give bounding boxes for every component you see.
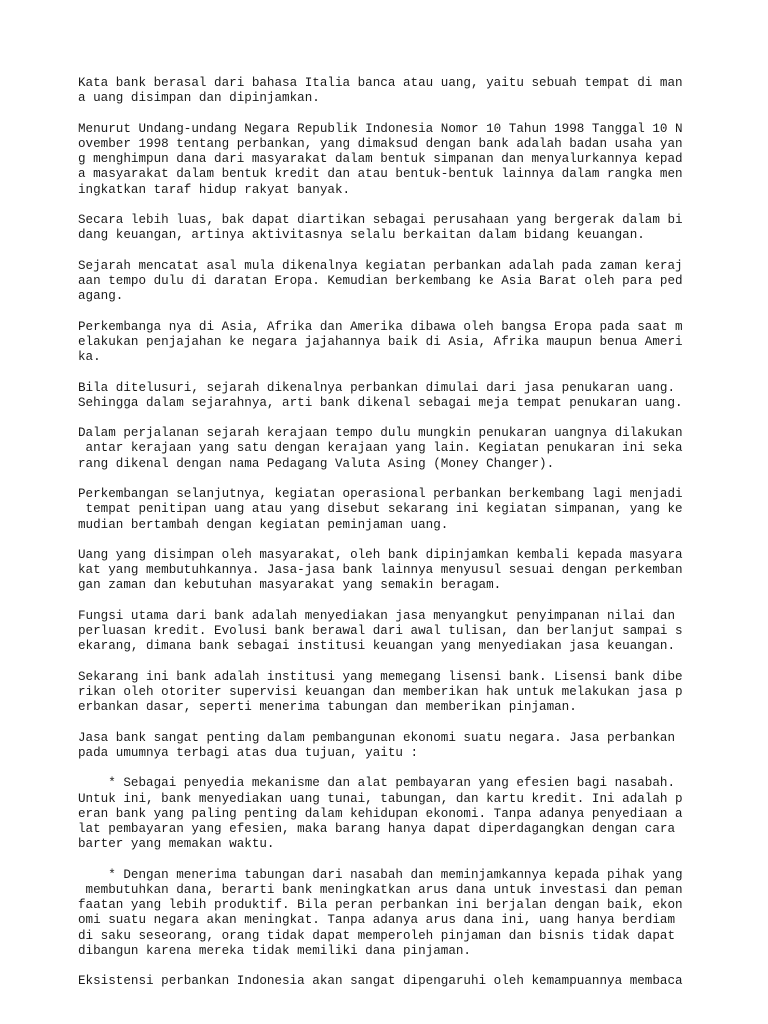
text-line: dibangun karena mereka tidak memiliki dana pinjaman. (78, 943, 471, 958)
paragraph (78, 974, 698, 989)
text-line: ka. (78, 350, 101, 365)
text-line: kat yang membutuhkannya. Jasa-jasa bank lainnya menyusul sesuai dengan perkemban (78, 563, 683, 578)
text-line: antar kerajaan yang satu dengan kerajaan yang lain. Kegiatan penukaran ini seka (78, 441, 683, 456)
text-line: Kata bank berasal dari bahasa Italia banca atau uang, yaitu sebuah tempat di man (78, 76, 683, 90)
text-line: Dalam perjalanan sejarah kerajaan tempo dulu mungkin penukaran uangnya dilakukan (78, 426, 683, 441)
paragraph (78, 76, 698, 106)
paragraph (78, 426, 698, 472)
paragraph (78, 122, 698, 198)
paragraph (78, 259, 698, 305)
text-line: a uang disimpan dan dipinjamkan. (78, 91, 320, 106)
text-line: * Dengan menerima tabungan dari nasabah dan meminjamkannya kepada pihak yang (78, 867, 683, 882)
text-line: lat pembayaran yang efesien, maka barang hanya dapat diperdagangkan dengan cara (78, 822, 676, 837)
text-line: Secara lebih luas, bak dapat diartikan sebagai perusahaan yang bergerak dalam bi (78, 213, 683, 228)
text-line: rikan oleh otoriter supervisi keuangan dan memberikan hak untuk melakukan jasa p (78, 685, 683, 700)
text-line: ovember 1998 tentang perbankan, yang dimaksud dengan bank adalah badan usaha yan (78, 136, 683, 151)
text-line: eran bank yang paling penting dalam kehidupan ekonomi. Tanpa adanya penyediaan a (78, 806, 683, 821)
text-line: erbankan dasar, seperti menerima tabungan dan memberikan pinjaman. (78, 700, 577, 715)
paragraph (78, 670, 698, 716)
paragraph (78, 548, 698, 594)
text-line: Menurut Undang-undang Negara Republik Indonesia Nomor 10 Tahun 1998 Tanggal 10 N (78, 121, 683, 136)
text-line: Eksistensi perbankan Indonesia akan sangat dipengaruhi oleh kemampuannya membaca (78, 974, 683, 989)
text-line: Jasa bank sangat penting dalam pembangunan ekonomi suatu negara. Jasa perbankan (78, 730, 676, 745)
text-line: ekarang, dimana bank sebagai institusi keuangan yang menyediakan jasa keuangan. (78, 639, 676, 654)
text-line: mudian bertambah dengan kegiatan peminjaman uang. (78, 517, 449, 532)
text-line: gan zaman dan kebutuhan masyarakat yang semakin beragam. (78, 578, 502, 593)
text-line: * Sebagai penyedia mekanisme dan alat pembayaran yang efesien bagi nasabah. (78, 776, 676, 791)
text-line: barter yang memakan waktu. (78, 837, 275, 852)
text-line: Fungsi utama dari bank adalah menyediakan jasa menyangkut penyimpanan nilai dan (78, 608, 676, 623)
text-line: elakukan penjajahan ke negara jajahannya baik di Asia, Afrika maupun benua Ameri (78, 334, 683, 349)
paragraph (78, 381, 698, 411)
text-line: rang dikenal dengan nama Pedagang Valuta Asing (Money Changer). (78, 456, 555, 471)
text-line: g menghimpun dana dari masyarakat dalam bentuk simpanan dan menyalurkannya kepad (78, 152, 683, 167)
text-line: Perkembanga nya di Asia, Afrika dan Amerika dibawa oleh bangsa Eropa pada saat m (78, 319, 683, 334)
text-line: faatan yang lebih produktif. Bila peran perbankan ini berjalan dengan baik, ekon (78, 898, 683, 913)
paragraph (78, 213, 698, 243)
text-line: Untuk ini, bank menyediakan uang tunai, tabungan, dan kartu kredit. Ini adalah p (78, 791, 683, 806)
paragraph (78, 320, 698, 366)
text-line: Sekarang ini bank adalah institusi yang memegang lisensi bank. Lisensi bank dibe (78, 669, 683, 684)
paragraph (78, 731, 698, 761)
document-page (78, 76, 698, 1005)
text-line: di saku seseorang, orang tidak dapat memperoleh pinjaman dan bisnis tidak dapat (78, 928, 676, 943)
text-line: Bila ditelusuri, sejarah dikenalnya perbankan dimulai dari jasa penukaran uang. (78, 380, 676, 395)
paragraph (78, 609, 698, 655)
text-line: agang. (78, 289, 124, 304)
list-item (78, 776, 698, 852)
text-line: Perkembangan selanjutnya, kegiatan operasional perbankan berkembang lagi menjadi (78, 487, 683, 502)
text-line: dang keuangan, artinya aktivitasnya selalu berkaitan dalam bidang keuangan. (78, 228, 645, 243)
text-line: ingkatkan taraf hidup rakyat banyak. (78, 182, 351, 197)
text-line: perluasan kredit. Evolusi bank berawal dari awal tulisan, dan berlanjut sampai s (78, 624, 683, 639)
text-line: a masyarakat dalam bentuk kredit dan atau bentuk-bentuk lainnya dalam rangka men (78, 167, 683, 182)
text-line: Sejarah mencatat asal mula dikenalnya kegiatan perbankan adalah pada zaman keraj (78, 258, 683, 273)
text-line: membutuhkan dana, berarti bank meningkatkan arus dana untuk investasi dan peman (78, 882, 683, 897)
text-line: tempat penitipan uang atau yang disebut sekarang ini kegiatan simpanan, yang ke (78, 502, 683, 517)
text-line: omi suatu negara akan meningkat. Tanpa adanya arus dana ini, uang hanya berdiam (78, 913, 676, 928)
list-item (78, 868, 698, 959)
text-line: Sehingga dalam sejarahnya, arti bank dikenal sebagai meja tempat penukaran uang. (78, 395, 683, 410)
paragraph (78, 487, 698, 533)
text-line: aan tempo dulu di daratan Eropa. Kemudian berkembang ke Asia Barat oleh para ped (78, 273, 683, 288)
text-line: pada umumnya terbagi atas dua tujuan, yaitu : (78, 745, 419, 760)
text-line: Uang yang disimpan oleh masyarakat, oleh bank dipinjamkan kembali kepada masyara (78, 548, 683, 563)
